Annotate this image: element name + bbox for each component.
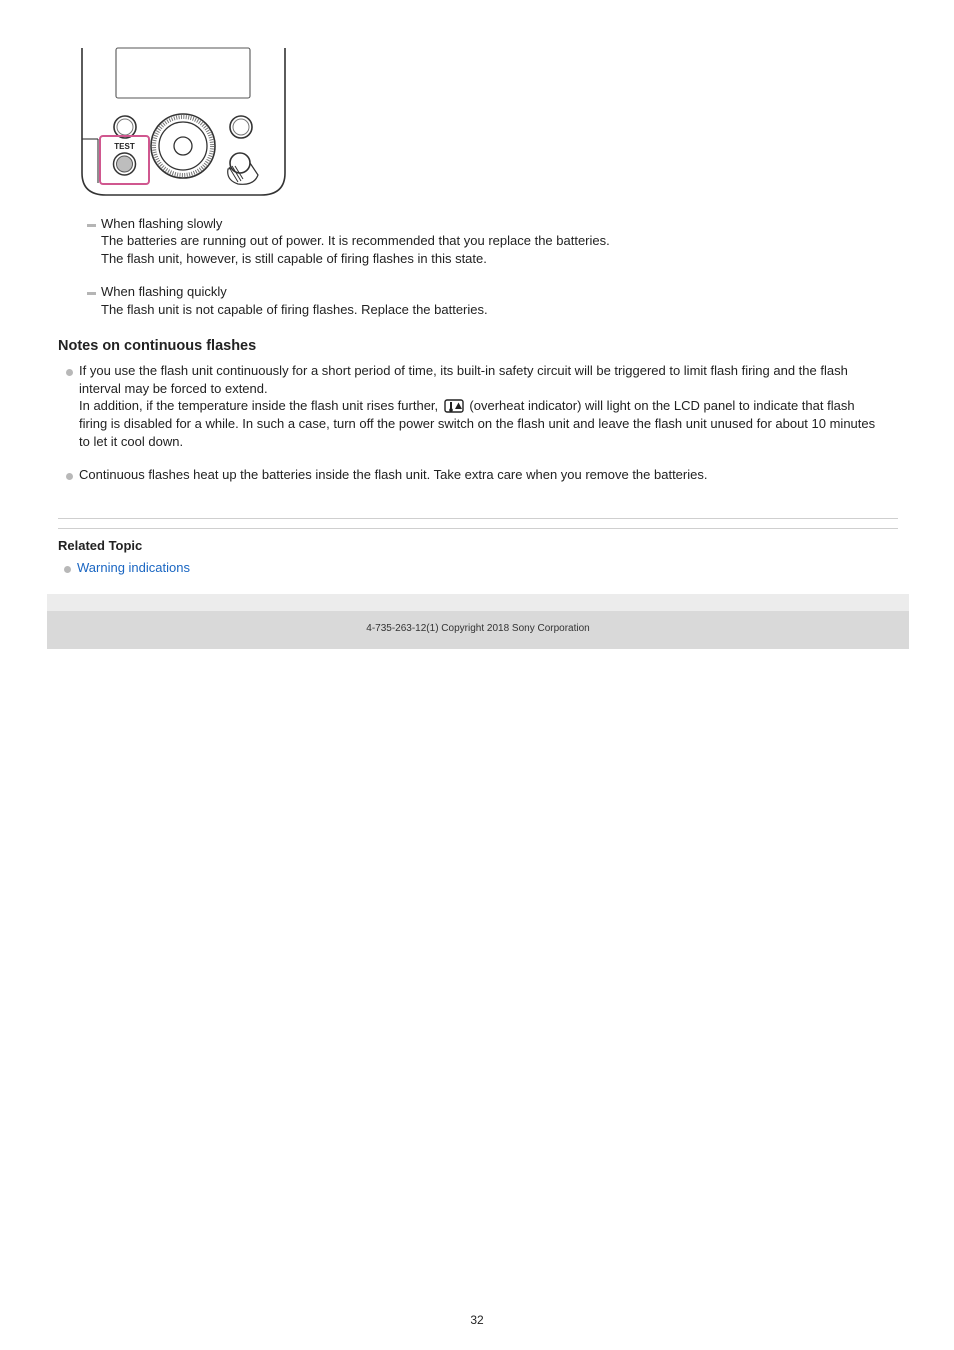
related-topic-heading: Related Topic xyxy=(58,538,143,553)
notes-item2: Continuous flashes heat up the batteries inside the flash unit. Take extra care when you remove the batteries. xyxy=(79,467,708,482)
page-number: 32 xyxy=(470,1313,484,1327)
notes-item1-line2: interval may be forced to extend. xyxy=(79,381,268,396)
bullet-marker xyxy=(64,566,71,573)
flash-slow-line2: The flash unit, however, is still capable of firing flashes in this state. xyxy=(101,251,487,266)
bullet-marker xyxy=(66,369,73,376)
notes-item1-line3-after: (overheat indicator) will light on the LCD panel to indicate that flash xyxy=(469,398,855,413)
flash-slow-title: When flashing slowly xyxy=(101,216,223,231)
test-label: TEST xyxy=(114,142,135,151)
flash-slow-line1: The batteries are running out of power. It is recommended that you replace the batteries. xyxy=(101,233,610,248)
notes-item1-line1: If you use the flash unit continuously for a short period of time, its built-in safety circuit will be triggered to limit flash firing and the flash xyxy=(79,363,848,378)
notes-item1-line3 xyxy=(79,397,855,415)
bullet-marker xyxy=(66,473,73,480)
flash-quick-line1: The flash unit is not capable of firing flashes. Replace the batteries. xyxy=(101,302,488,317)
notes-item1-line5: to let it cool down. xyxy=(79,434,184,449)
flash-quick-title: When flashing quickly xyxy=(101,284,227,299)
overheat-indicator-icon xyxy=(444,399,464,413)
notes-item1-line4: firing is disabled for a while. In such a case, turn off the power switch on the flash unit and leave the flash unit unused for about 10 minutes xyxy=(79,416,876,431)
flash-unit-diagram xyxy=(78,45,290,200)
notes-heading: Notes on continuous flashes xyxy=(58,338,257,354)
dash-marker xyxy=(87,224,96,227)
warning-indications-link[interactable]: Warning indications xyxy=(77,560,190,575)
copyright-text: 4-735-263-12(1) Copyright 2018 Sony Corporation xyxy=(366,623,590,634)
notes-item1-line3-before: In addition, if the temperature inside the flash unit rises further, xyxy=(79,398,439,413)
dash-marker xyxy=(87,292,96,295)
divider-bottom xyxy=(58,528,898,529)
divider-top xyxy=(58,518,898,519)
lcd-panel xyxy=(116,48,250,98)
footer-band-light xyxy=(47,594,909,611)
